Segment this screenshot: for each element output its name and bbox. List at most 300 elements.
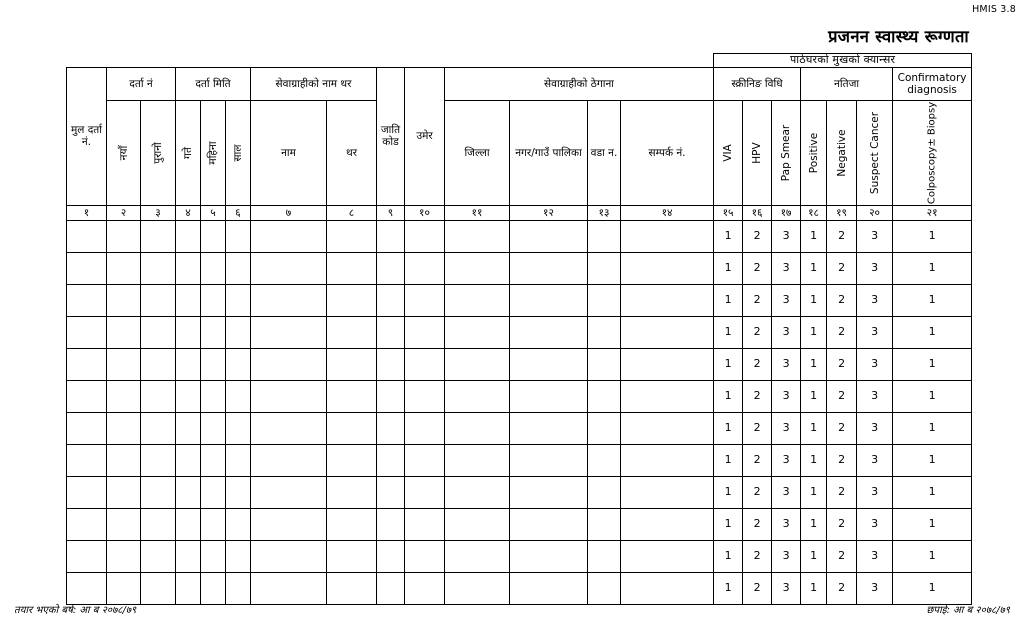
cell-mul_darta[interactable] [67,284,107,316]
cell-positive[interactable]: 1 [801,380,827,412]
cell-purano[interactable] [141,540,176,572]
cell-umer[interactable] [405,220,445,252]
cell-sampark_no[interactable] [621,380,714,412]
column-number-suspect_cancer: २० [857,205,893,220]
cell-mul_darta[interactable] [67,444,107,476]
cell-mahina[interactable] [201,572,226,604]
cell-umer[interactable] [405,540,445,572]
cell-colposcopy_biopsy[interactable]: 1 [893,220,972,252]
cell-wada_no[interactable] [588,572,621,604]
cell-mahina[interactable] [201,284,226,316]
cell-jati_code[interactable] [377,572,405,604]
cell-thar[interactable] [327,220,377,252]
cell-naam[interactable] [251,252,327,284]
header-via: VIA [714,101,743,205]
cell-mahina[interactable] [201,220,226,252]
cell-jati_code[interactable] [377,412,405,444]
cell-hpv[interactable]: 2 [743,444,772,476]
cell-naya[interactable] [107,572,141,604]
cell-thar[interactable] [327,412,377,444]
cell-colposcopy_biopsy[interactable]: 1 [893,252,972,284]
cell-hpv[interactable]: 2 [743,508,772,540]
header-saal: साल [226,101,251,205]
cell-via[interactable]: 1 [714,476,743,508]
column-number-naya: २ [107,205,141,220]
cell-negative[interactable]: 2 [827,476,857,508]
cell-mahina[interactable] [201,540,226,572]
cell-sampark_no[interactable] [621,316,714,348]
cell-wada_no[interactable] [588,316,621,348]
cell-nagar_gaun_palika[interactable] [510,380,588,412]
cell-positive[interactable]: 1 [801,476,827,508]
cell-naya[interactable] [107,412,141,444]
cell-saal[interactable] [226,348,251,380]
cell-gate[interactable] [176,252,201,284]
cell-purano[interactable] [141,284,176,316]
cell-via[interactable]: 1 [714,316,743,348]
cell-saal[interactable] [226,380,251,412]
cell-sampark_no[interactable] [621,252,714,284]
cell-naya[interactable] [107,348,141,380]
cell-nagar_gaun_palika[interactable] [510,476,588,508]
cell-mul_darta[interactable] [67,412,107,444]
column-number-pap_smear: १७ [772,205,801,220]
cell-mul_darta[interactable] [67,380,107,412]
cell-pap_smear[interactable]: 3 [772,348,801,380]
table-row[interactable] [67,444,972,476]
cell-pap_smear[interactable]: 3 [772,252,801,284]
cell-positive[interactable]: 1 [801,220,827,252]
cell-jilla[interactable] [445,348,510,380]
cell-gate[interactable] [176,284,201,316]
cell-umer[interactable] [405,508,445,540]
table-row[interactable] [67,316,972,348]
cell-mahina[interactable] [201,508,226,540]
header-group-name-thar: सेवाग्राहीको नाम थर [251,67,377,101]
cell-suspect_cancer[interactable]: 3 [857,444,893,476]
cell-gate[interactable] [176,316,201,348]
cell-negative[interactable]: 2 [827,252,857,284]
cell-hpv[interactable]: 2 [743,540,772,572]
cell-jati_code[interactable] [377,316,405,348]
cell-saal[interactable] [226,476,251,508]
cell-sampark_no[interactable] [621,476,714,508]
header-hpv: HPV [743,101,772,205]
cell-colposcopy_biopsy[interactable]: 1 [893,284,972,316]
cell-mahina[interactable] [201,348,226,380]
cell-naam[interactable] [251,284,327,316]
cell-gate[interactable] [176,476,201,508]
cell-positive[interactable]: 1 [801,412,827,444]
cell-positive[interactable]: 1 [801,540,827,572]
cell-positive[interactable]: 1 [801,284,827,316]
cell-thar[interactable] [327,444,377,476]
cell-mahina[interactable] [201,252,226,284]
cell-mahina[interactable] [201,412,226,444]
cell-naam[interactable] [251,540,327,572]
cell-mul_darta[interactable] [67,220,107,252]
cell-positive[interactable]: 1 [801,572,827,604]
cell-negative[interactable]: 2 [827,508,857,540]
cell-saal[interactable] [226,220,251,252]
cell-naya[interactable] [107,284,141,316]
column-number-colposcopy_biopsy: २१ [893,205,972,220]
header-nagar-gaun-palika: नगर/गाउँ पालिका [510,101,588,205]
cell-hpv[interactable]: 2 [743,572,772,604]
cell-hpv[interactable]: 2 [743,252,772,284]
cell-colposcopy_biopsy[interactable]: 1 [893,348,972,380]
title-block [828,28,969,46]
cell-mul_darta[interactable] [67,540,107,572]
cell-purano[interactable] [141,252,176,284]
cell-pap_smear[interactable]: 3 [772,316,801,348]
cell-purano[interactable] [141,444,176,476]
cell-naam[interactable] [251,412,327,444]
cell-mahina[interactable] [201,476,226,508]
cell-wada_no[interactable] [588,348,621,380]
cell-gate[interactable] [176,572,201,604]
cell-umer[interactable] [405,284,445,316]
cell-via[interactable]: 1 [714,540,743,572]
cell-sampark_no[interactable] [621,220,714,252]
cell-via[interactable]: 1 [714,348,743,380]
cell-sampark_no[interactable] [621,348,714,380]
cell-nagar_gaun_palika[interactable] [510,412,588,444]
cell-saal[interactable] [226,572,251,604]
table-row[interactable] [67,284,972,316]
cell-suspect_cancer[interactable]: 3 [857,348,893,380]
column-number-purano: ३ [141,205,176,220]
cell-umer[interactable] [405,316,445,348]
cell-sampark_no[interactable] [621,284,714,316]
cell-via[interactable]: 1 [714,444,743,476]
header-pap-smear: Pap Smear [772,101,801,205]
cell-naya[interactable] [107,316,141,348]
cell-nagar_gaun_palika[interactable] [510,540,588,572]
cell-jati_code[interactable] [377,476,405,508]
cell-suspect_cancer[interactable]: 3 [857,540,893,572]
cell-umer[interactable] [405,348,445,380]
table-row[interactable] [67,412,972,444]
cell-mul_darta[interactable] [67,572,107,604]
cell-purano[interactable] [141,572,176,604]
cell-hpv[interactable]: 2 [743,380,772,412]
cell-pap_smear[interactable]: 3 [772,540,801,572]
cell-thar[interactable] [327,380,377,412]
header-mahina: महिना [201,101,226,205]
cell-thar[interactable] [327,316,377,348]
cell-saal[interactable] [226,444,251,476]
cell-wada_no[interactable] [588,412,621,444]
cell-pap_smear[interactable]: 3 [772,284,801,316]
cell-negative[interactable]: 2 [827,220,857,252]
cell-nagar_gaun_palika[interactable] [510,316,588,348]
table-row[interactable] [67,540,972,572]
cell-gate[interactable] [176,380,201,412]
table-row[interactable] [67,572,972,604]
cell-mahina[interactable] [201,316,226,348]
footer-prepared-year: तयार भएको बर्ष: आ ब २०७८/७९ [14,605,137,616]
cell-jilla[interactable] [445,444,510,476]
cell-naam[interactable] [251,444,327,476]
cell-positive[interactable]: 1 [801,252,827,284]
cell-jati_code[interactable] [377,252,405,284]
cell-pap_smear[interactable]: 3 [772,380,801,412]
cell-saal[interactable] [226,316,251,348]
cell-mul_darta[interactable] [67,348,107,380]
cell-positive[interactable]: 1 [801,508,827,540]
cell-pap_smear[interactable]: 3 [772,220,801,252]
cell-thar[interactable] [327,252,377,284]
cell-negative[interactable]: 2 [827,412,857,444]
column-number-thar: ८ [327,205,377,220]
column-number-nagar_gaun_palika: १२ [510,205,588,220]
cell-suspect_cancer[interactable]: 3 [857,572,893,604]
cell-pap_smear[interactable]: 3 [772,572,801,604]
cell-gate[interactable] [176,412,201,444]
cell-jilla[interactable] [445,476,510,508]
cell-gate[interactable] [176,540,201,572]
cell-thar[interactable] [327,476,377,508]
cell-positive[interactable]: 1 [801,316,827,348]
cell-via[interactable]: 1 [714,252,743,284]
cell-pap_smear[interactable]: 3 [772,476,801,508]
cell-suspect_cancer[interactable]: 3 [857,412,893,444]
cell-umer[interactable] [405,252,445,284]
cell-thar[interactable] [327,572,377,604]
cell-via[interactable]: 1 [714,284,743,316]
cell-mul_darta[interactable] [67,316,107,348]
cell-negative[interactable]: 2 [827,348,857,380]
cell-sampark_no[interactable] [621,508,714,540]
cell-pap_smear[interactable]: 3 [772,508,801,540]
cell-jilla[interactable] [445,572,510,604]
cell-saal[interactable] [226,284,251,316]
cell-thar[interactable] [327,284,377,316]
cell-colposcopy_biopsy[interactable]: 1 [893,476,972,508]
cell-hpv[interactable]: 2 [743,348,772,380]
cell-purano[interactable] [141,412,176,444]
column-number-mahina: ५ [201,205,226,220]
cell-umer[interactable] [405,412,445,444]
cell-gate[interactable] [176,348,201,380]
cell-nagar_gaun_palika[interactable] [510,348,588,380]
header-group-screening-method: स्क्रीनिङ विधि [714,67,801,101]
cell-negative[interactable]: 2 [827,284,857,316]
cell-nagar_gaun_palika[interactable] [510,572,588,604]
cell-hpv[interactable]: 2 [743,476,772,508]
cell-jati_code[interactable] [377,348,405,380]
cell-sampark_no[interactable] [621,412,714,444]
cell-purano[interactable] [141,220,176,252]
cell-saal[interactable] [226,540,251,572]
cell-mul_darta[interactable] [67,508,107,540]
group-header-row [67,67,972,101]
cell-thar[interactable] [327,348,377,380]
cell-thar[interactable] [327,508,377,540]
cell-naya[interactable] [107,508,141,540]
header-group-confirmatory-diagnosis: Confirmatory diagnosis [893,67,972,101]
cell-jilla[interactable] [445,380,510,412]
cell-naam[interactable] [251,572,327,604]
cell-gate[interactable] [176,508,201,540]
cell-negative[interactable]: 2 [827,380,857,412]
cell-saal[interactable] [226,508,251,540]
cell-jilla[interactable] [445,220,510,252]
cell-jilla[interactable] [445,316,510,348]
cell-purano[interactable] [141,316,176,348]
cell-wada_no[interactable] [588,508,621,540]
cell-via[interactable]: 1 [714,572,743,604]
table-row[interactable] [67,508,972,540]
cell-thar[interactable] [327,540,377,572]
cell-gate[interactable] [176,220,201,252]
header-negative: Negative [827,101,857,205]
header-wada-no: वडा न. [588,101,621,205]
cell-negative[interactable]: 2 [827,316,857,348]
cell-wada_no[interactable] [588,284,621,316]
cell-jati_code[interactable] [377,284,405,316]
header-group-address: सेवाग्राहीको ठेगाना [445,67,714,101]
cell-wada_no[interactable] [588,476,621,508]
table-row[interactable] [67,348,972,380]
cell-naam[interactable] [251,316,327,348]
table-row[interactable] [67,380,972,412]
cell-umer[interactable] [405,572,445,604]
cell-positive[interactable]: 1 [801,444,827,476]
cell-colposcopy_biopsy[interactable]: 1 [893,444,972,476]
cell-jilla[interactable] [445,284,510,316]
cell-pap_smear[interactable]: 3 [772,444,801,476]
cell-naam[interactable] [251,380,327,412]
cell-naya[interactable] [107,540,141,572]
cell-hpv[interactable]: 2 [743,220,772,252]
cell-jati_code[interactable] [377,220,405,252]
cell-negative[interactable]: 2 [827,540,857,572]
table-row[interactable] [67,476,972,508]
cell-suspect_cancer[interactable]: 3 [857,476,893,508]
cell-colposcopy_biopsy[interactable]: 1 [893,572,972,604]
cell-jilla[interactable] [445,540,510,572]
cell-umer[interactable] [405,380,445,412]
cell-nagar_gaun_palika[interactable] [510,220,588,252]
header-group-result: नतिजा [801,67,893,101]
cell-suspect_cancer[interactable]: 3 [857,284,893,316]
cell-jati_code[interactable] [377,380,405,412]
cell-naam[interactable] [251,348,327,380]
cell-pap_smear[interactable]: 3 [772,412,801,444]
cell-suspect_cancer[interactable]: 3 [857,508,893,540]
cell-colposcopy_biopsy[interactable]: 1 [893,508,972,540]
cell-mahina[interactable] [201,444,226,476]
cell-hpv[interactable]: 2 [743,412,772,444]
column-number-negative: १९ [827,205,857,220]
cell-jati_code[interactable] [377,444,405,476]
cell-mul_darta[interactable] [67,476,107,508]
cell-naam[interactable] [251,508,327,540]
table-row[interactable] [67,220,972,252]
cell-jilla[interactable] [445,508,510,540]
cell-mul_darta[interactable] [67,252,107,284]
cell-saal[interactable] [226,412,251,444]
cell-nagar_gaun_palika[interactable] [510,508,588,540]
cell-naam[interactable] [251,220,327,252]
cell-jilla[interactable] [445,252,510,284]
table-row[interactable] [67,252,972,284]
cell-sampark_no[interactable] [621,572,714,604]
cell-jati_code[interactable] [377,508,405,540]
cell-naya[interactable] [107,476,141,508]
cell-colposcopy_biopsy[interactable]: 1 [893,316,972,348]
cell-umer[interactable] [405,444,445,476]
cell-colposcopy_biopsy[interactable]: 1 [893,540,972,572]
cell-wada_no[interactable] [588,252,621,284]
cell-suspect_cancer[interactable]: 3 [857,316,893,348]
cell-umer[interactable] [405,476,445,508]
cervical-cancer-register-table [66,53,972,605]
cell-mahina[interactable] [201,380,226,412]
cell-suspect_cancer[interactable]: 3 [857,252,893,284]
cell-via[interactable]: 1 [714,412,743,444]
cell-nagar_gaun_palika[interactable] [510,284,588,316]
cell-suspect_cancer[interactable]: 3 [857,220,893,252]
cell-gate[interactable] [176,444,201,476]
header-positive: Positive [801,101,827,205]
cell-negative[interactable]: 2 [827,444,857,476]
cell-via[interactable]: 1 [714,508,743,540]
column-number-wada_no: १३ [588,205,621,220]
cell-naya[interactable] [107,252,141,284]
cell-wada_no[interactable] [588,540,621,572]
cell-wada_no[interactable] [588,380,621,412]
header-purano: पुरानो [141,101,176,205]
cell-purano[interactable] [141,380,176,412]
hmis-form-code: HMIS 3.8 [972,4,1016,15]
column-number-saal: ६ [226,205,251,220]
banner-row [67,54,972,68]
cell-via[interactable]: 1 [714,380,743,412]
cell-sampark_no[interactable] [621,444,714,476]
cell-hpv[interactable]: 2 [743,316,772,348]
cell-negative[interactable]: 2 [827,572,857,604]
column-number-hpv: १६ [743,205,772,220]
header-jilla: जिल्ला [445,101,510,205]
cell-nagar_gaun_palika[interactable] [510,444,588,476]
cell-jilla[interactable] [445,412,510,444]
cell-wada_no[interactable] [588,220,621,252]
cell-purano[interactable] [141,508,176,540]
cell-naya[interactable] [107,380,141,412]
cell-hpv[interactable]: 2 [743,284,772,316]
cell-jati_code[interactable] [377,540,405,572]
cell-purano[interactable] [141,348,176,380]
column-number-gate: ४ [176,205,201,220]
cell-purano[interactable] [141,476,176,508]
header-colposcopy-biopsy: Colposcopy± Biopsy [893,101,972,205]
cell-sampark_no[interactable] [621,540,714,572]
cell-nagar_gaun_palika[interactable] [510,252,588,284]
cell-naya[interactable] [107,220,141,252]
cell-colposcopy_biopsy[interactable]: 1 [893,380,972,412]
cell-wada_no[interactable] [588,444,621,476]
cell-suspect_cancer[interactable]: 3 [857,380,893,412]
cell-naya[interactable] [107,444,141,476]
cell-saal[interactable] [226,252,251,284]
cell-positive[interactable]: 1 [801,348,827,380]
cell-via[interactable]: 1 [714,220,743,252]
cell-naam[interactable] [251,476,327,508]
cell-colposcopy_biopsy[interactable]: 1 [893,412,972,444]
